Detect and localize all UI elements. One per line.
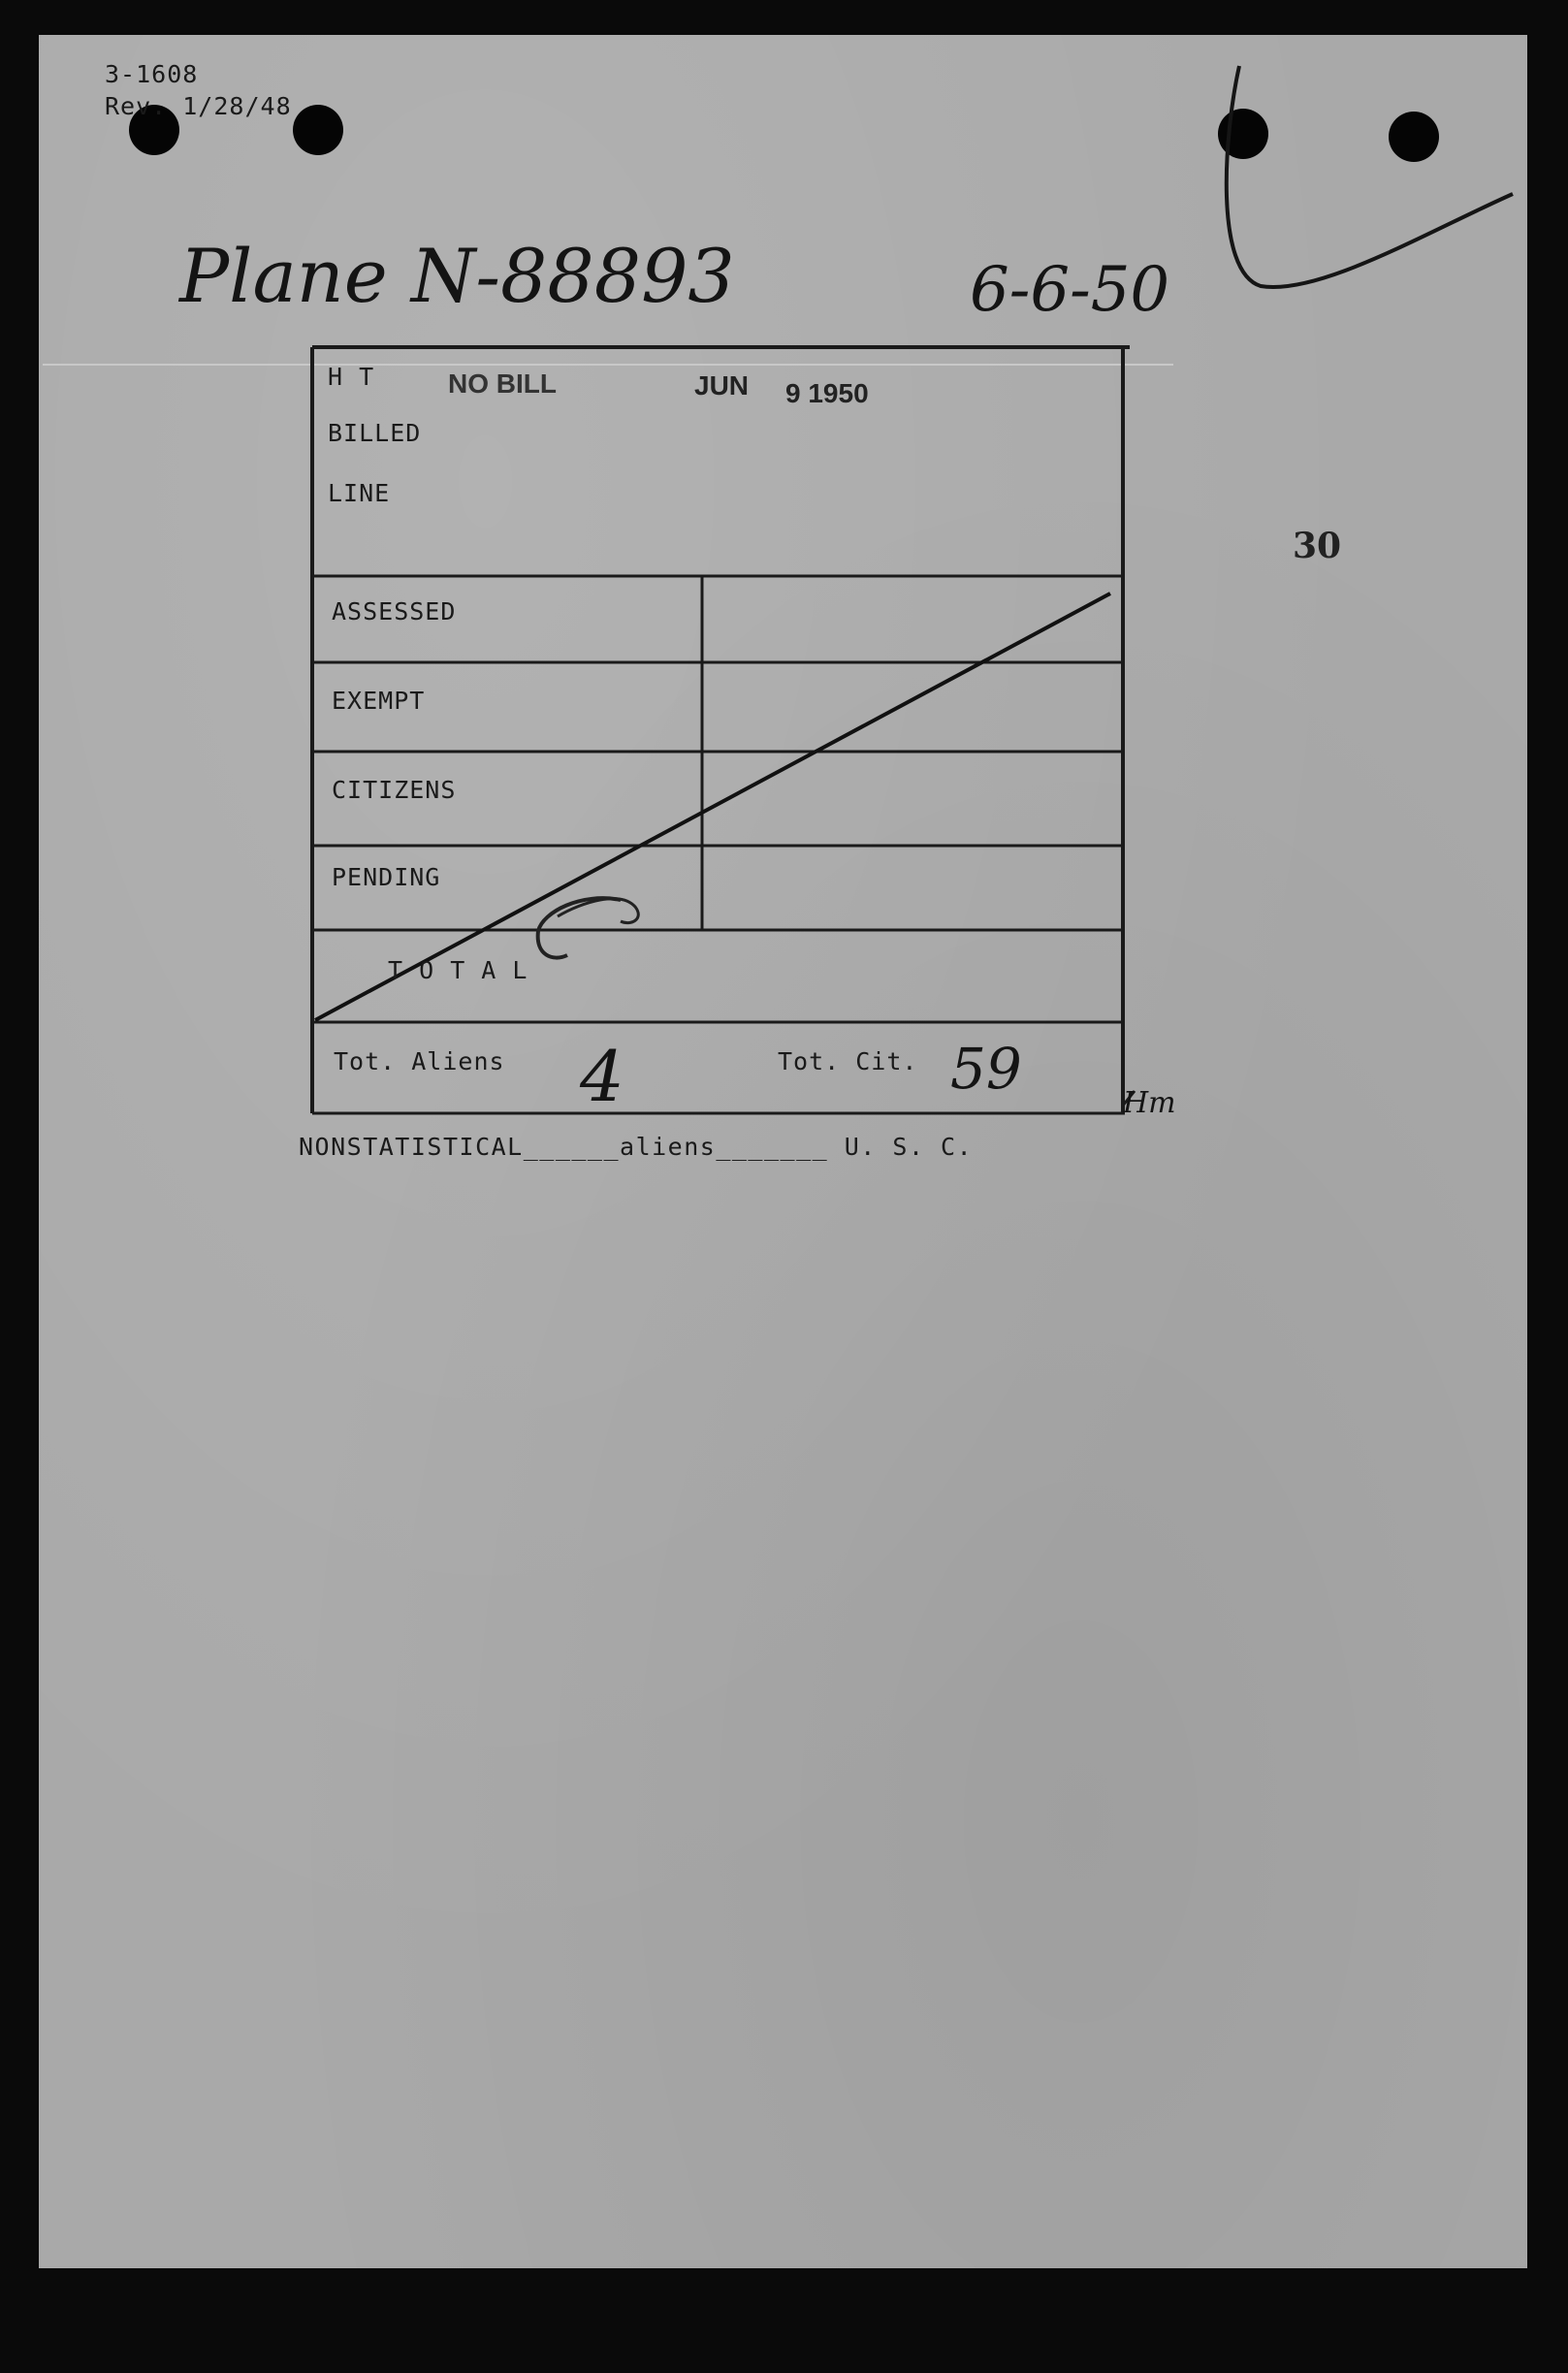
row-label-citizens: CITIZENS	[332, 776, 457, 804]
row-label-exempt: EXEMPT	[332, 687, 426, 715]
plane-number-handwritten: Plane N-88893	[179, 233, 735, 319]
form-revision: Rev. 1/28/48	[105, 92, 292, 120]
aliens-count-handwritten: 4	[580, 1036, 624, 1117]
form-number: 3-1608	[105, 60, 199, 88]
page-number: 30	[1293, 526, 1342, 566]
line-label: LINE	[328, 479, 391, 507]
row-label-pending: PENDING	[332, 863, 441, 891]
nonstatistical-line: NONSTATISTICAL______aliens_______ U. S. C.	[299, 1133, 974, 1161]
date-handwritten: 6-6-50	[970, 254, 1170, 326]
initials-handwritten: Hm	[1123, 1086, 1176, 1120]
row-label-assessed: ASSESSED	[332, 597, 457, 625]
stamp-day-year: 9 1950	[785, 378, 869, 408]
no-bill-stamp: NO BILL	[448, 369, 557, 399]
tot-aliens-label: Tot. Aliens	[334, 1047, 505, 1075]
citizens-count-handwritten: 59	[950, 1036, 1022, 1102]
margin-curve	[1227, 66, 1513, 287]
tot-cit-label: Tot. Cit.	[778, 1047, 918, 1075]
billed-label: BILLED	[328, 419, 422, 447]
ht-label: H T	[328, 363, 375, 391]
stamp-month: JUN	[694, 370, 750, 401]
total-label: T O T A L	[388, 956, 528, 984]
